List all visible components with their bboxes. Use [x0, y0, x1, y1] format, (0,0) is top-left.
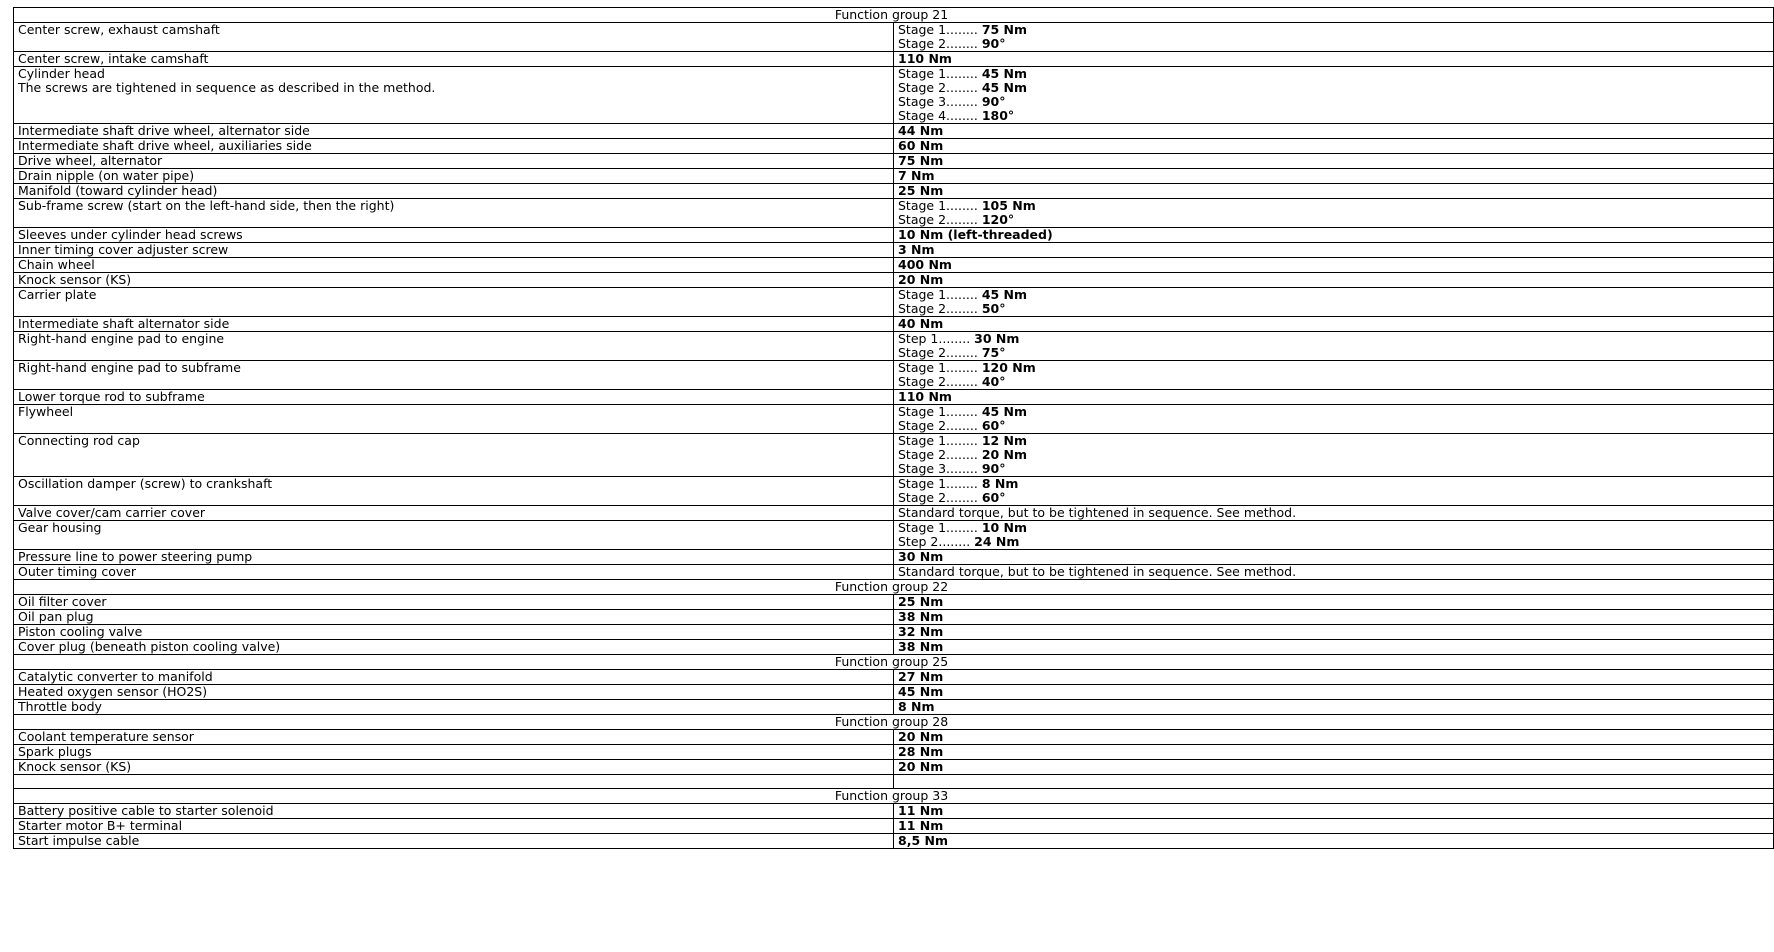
torque-value: 44 Nm	[898, 123, 944, 138]
component-cell	[14, 67, 894, 124]
torque-cell	[894, 730, 1774, 745]
torque-cell	[894, 640, 1774, 655]
component-name: Heated oxygen sensor (HO2S)	[18, 684, 208, 699]
table-row	[14, 550, 1774, 565]
component-cell	[14, 23, 894, 52]
torque-cell	[894, 565, 1774, 580]
torque-step-label: Step 1........	[898, 331, 975, 346]
table-row	[14, 595, 1774, 610]
component-cell	[14, 228, 894, 243]
component-cell	[14, 745, 894, 760]
torque-step	[898, 670, 1769, 684]
torque-step	[898, 625, 1769, 639]
component-name: Throttle body	[18, 699, 102, 714]
torque-step-label: Stage 1........	[898, 66, 982, 81]
torque-step	[898, 95, 1769, 109]
component-cell	[14, 390, 894, 405]
torque-value: 38 Nm	[898, 609, 944, 624]
component-cell	[14, 52, 894, 67]
torque-step	[898, 109, 1769, 123]
function-group-title: Function group 33	[14, 789, 1774, 804]
torque-value: 3 Nm	[898, 242, 935, 257]
torque-value: 40°	[981, 374, 1006, 389]
table-row	[14, 670, 1774, 685]
component-name: Pressure line to power steering pump	[18, 549, 253, 564]
torque-value: 75 Nm	[898, 153, 944, 168]
component-cell	[14, 477, 894, 506]
table-row	[14, 288, 1774, 317]
component-name: Oil filter cover	[18, 594, 107, 609]
component-cell	[14, 332, 894, 361]
torque-cell	[894, 521, 1774, 550]
torque-cell	[894, 819, 1774, 834]
torque-value: 8 Nm	[981, 476, 1019, 491]
torque-cell	[894, 317, 1774, 332]
torque-value: 105 Nm	[981, 198, 1036, 213]
component-cell	[14, 184, 894, 199]
torque-step	[898, 448, 1769, 462]
table-row	[14, 139, 1774, 154]
torque-step	[898, 184, 1769, 198]
component-name: Knock sensor (KS)	[18, 272, 132, 287]
torque-cell	[894, 506, 1774, 521]
torque-value: 30 Nm	[898, 549, 944, 564]
torque-step	[898, 730, 1769, 744]
torque-step	[898, 700, 1769, 714]
torque-value: 45 Nm	[898, 684, 944, 699]
table-row	[14, 730, 1774, 745]
torque-step-label: Stage 3........	[898, 94, 982, 109]
torque-step	[898, 317, 1769, 331]
component-cell	[14, 595, 894, 610]
torque-cell	[894, 273, 1774, 288]
empty-row	[14, 775, 1774, 789]
torque-cell	[894, 775, 1774, 789]
torque-cell	[894, 184, 1774, 199]
torque-cell	[894, 228, 1774, 243]
torque-value: 120 Nm	[981, 360, 1036, 375]
component-cell	[14, 700, 894, 715]
torque-step-label: Stage 1........	[898, 360, 982, 375]
torque-cell	[894, 610, 1774, 625]
torque-step	[898, 610, 1769, 624]
torque-value: 60°	[981, 418, 1006, 433]
torque-step-label: Stage 3........	[898, 461, 982, 476]
table-row	[14, 819, 1774, 834]
torque-step	[898, 81, 1769, 95]
table-row	[14, 273, 1774, 288]
torque-cell	[894, 477, 1774, 506]
torque-value: 400 Nm	[898, 257, 952, 272]
torque-step-label: Stage 1........	[898, 22, 982, 37]
function-group-title: Function group 21	[14, 8, 1774, 23]
torque-value: 25 Nm	[898, 594, 944, 609]
torque-step-label: Stage 2........	[898, 374, 982, 389]
component-cell	[14, 288, 894, 317]
torque-step	[898, 819, 1769, 833]
torque-cell	[894, 124, 1774, 139]
torque-step	[898, 228, 1769, 242]
torque-step	[898, 273, 1769, 287]
component-cell	[14, 243, 894, 258]
component-name: Intermediate shaft alternator side	[18, 316, 230, 331]
torque-step	[898, 243, 1769, 257]
component-name: Center screw, exhaust camshaft	[18, 22, 220, 37]
torque-cell	[894, 670, 1774, 685]
torque-step	[898, 550, 1769, 564]
torque-cell	[894, 67, 1774, 124]
component-cell	[14, 834, 894, 849]
torque-step	[898, 258, 1769, 272]
torque-cell	[894, 169, 1774, 184]
component-name: Chain wheel	[18, 257, 95, 272]
torque-step-label: Stage 2........	[898, 490, 982, 505]
torque-value: 10 Nm	[981, 520, 1028, 535]
component-cell	[14, 434, 894, 477]
torque-spec-table-body	[14, 8, 1774, 849]
torque-step	[898, 169, 1769, 183]
torque-value: 45 Nm	[981, 80, 1028, 95]
torque-step-label: Stage 2........	[898, 418, 982, 433]
torque-value: 90°	[981, 461, 1006, 476]
component-cell	[14, 670, 894, 685]
component-name: Start impulse cable	[18, 833, 140, 848]
component-cell	[14, 361, 894, 390]
torque-step	[898, 288, 1769, 302]
component-cell	[14, 154, 894, 169]
component-name: Sub-frame screw (start on the left-hand side, then the right)	[18, 198, 395, 213]
component-cell	[14, 610, 894, 625]
component-name: Cylinder head	[18, 66, 105, 81]
torque-step	[898, 375, 1769, 389]
torque-value: 12 Nm	[981, 433, 1028, 448]
component-name: Carrier plate	[18, 287, 97, 302]
component-cell	[14, 199, 894, 228]
torque-value: 60°	[981, 490, 1006, 505]
table-row	[14, 700, 1774, 715]
torque-step	[898, 390, 1769, 404]
component-name: Piston cooling valve	[18, 624, 143, 639]
torque-value: 110 Nm	[898, 51, 952, 66]
component-name: Right-hand engine pad to engine	[18, 331, 225, 346]
torque-value: 75°	[981, 345, 1006, 360]
torque-cell	[894, 258, 1774, 273]
table-row	[14, 169, 1774, 184]
torque-value: 45 Nm	[981, 287, 1028, 302]
table-row	[14, 390, 1774, 405]
torque-cell	[894, 405, 1774, 434]
table-row	[14, 52, 1774, 67]
torque-cell	[894, 288, 1774, 317]
component-name: Knock sensor (KS)	[18, 759, 132, 774]
component-name: Cover plug (beneath piston cooling valve)	[18, 639, 281, 654]
torque-value: 8,5 Nm	[898, 833, 948, 848]
torque-value: 50°	[981, 301, 1006, 316]
torque-value: 110 Nm	[898, 389, 952, 404]
torque-step	[898, 462, 1769, 476]
torque-step-label: Stage 1........	[898, 287, 982, 302]
component-name: Right-hand engine pad to subframe	[18, 360, 241, 375]
torque-value: 45 Nm	[981, 66, 1028, 81]
torque-step-label: Stage 1........	[898, 198, 982, 213]
torque-value: 10 Nm (left-threaded)	[898, 227, 1053, 242]
torque-value: 20 Nm	[981, 447, 1028, 462]
component-name: Connecting rod cap	[18, 433, 140, 448]
function-group-title: Function group 22	[14, 580, 1774, 595]
torque-step	[898, 477, 1769, 491]
torque-cell	[894, 52, 1774, 67]
torque-step	[898, 804, 1769, 818]
torque-cell	[894, 550, 1774, 565]
component-name: Starter motor B+ terminal	[18, 818, 183, 833]
component-cell	[14, 730, 894, 745]
torque-value: 30 Nm	[974, 331, 1020, 346]
torque-cell	[894, 23, 1774, 52]
torque-value: 120°	[981, 212, 1015, 227]
table-row	[14, 199, 1774, 228]
component-name: Oscillation damper (screw) to crankshaft	[18, 476, 273, 491]
torque-value: 180°	[981, 108, 1015, 123]
torque-cell	[894, 199, 1774, 228]
component-cell	[14, 760, 894, 775]
torque-value: 8 Nm	[898, 699, 935, 714]
torque-step	[898, 834, 1769, 848]
torque-step	[898, 213, 1769, 227]
torque-value: 75 Nm	[981, 22, 1028, 37]
torque-step-label: Stage 2........	[898, 36, 982, 51]
torque-value: 32 Nm	[898, 624, 944, 639]
torque-step	[898, 139, 1769, 153]
table-row	[14, 184, 1774, 199]
torque-cell	[894, 361, 1774, 390]
torque-value: 20 Nm	[898, 272, 944, 287]
torque-step	[898, 419, 1769, 433]
torque-cell	[894, 434, 1774, 477]
component-name: Lower torque rod to subframe	[18, 389, 205, 404]
table-row	[14, 834, 1774, 849]
torque-step	[898, 405, 1769, 419]
torque-value: 28 Nm	[898, 744, 944, 759]
torque-step	[898, 154, 1769, 168]
torque-step	[898, 685, 1769, 699]
torque-step-label: Stage 2........	[898, 212, 982, 227]
torque-step-label: Stage 2........	[898, 345, 982, 360]
component-cell	[14, 124, 894, 139]
function-group-header-row	[14, 789, 1774, 804]
torque-step	[898, 199, 1769, 213]
torque-cell	[894, 332, 1774, 361]
torque-step	[898, 595, 1769, 609]
torque-value: 40 Nm	[898, 316, 944, 331]
component-name: Catalytic converter to manifold	[18, 669, 213, 684]
function-group-header-row	[14, 8, 1774, 23]
component-cell	[14, 273, 894, 288]
torque-value: 90°	[981, 36, 1006, 51]
torque-step-label: Stage 1........	[898, 404, 982, 419]
table-row	[14, 67, 1774, 124]
torque-note: Standard torque, but to be tightened in sequence. See method.	[898, 564, 1297, 579]
component-name: Center screw, intake camshaft	[18, 51, 209, 66]
torque-step	[898, 346, 1769, 360]
table-row	[14, 243, 1774, 258]
component-name: Inner timing cover adjuster screw	[18, 242, 229, 257]
table-row	[14, 228, 1774, 243]
torque-step	[898, 521, 1769, 535]
table-row	[14, 685, 1774, 700]
torque-spec-table	[13, 7, 1774, 849]
component-name: Intermediate shaft drive wheel, auxiliaries side	[18, 138, 312, 153]
torque-step	[898, 361, 1769, 375]
component-name: Gear housing	[18, 520, 102, 535]
component-cell	[14, 521, 894, 550]
table-row	[14, 625, 1774, 640]
component-cell	[14, 405, 894, 434]
torque-step-label: Stage 1........	[898, 476, 982, 491]
component-cell	[14, 139, 894, 154]
component-cell	[14, 258, 894, 273]
torque-step	[898, 491, 1769, 505]
torque-cell	[894, 625, 1774, 640]
table-row	[14, 640, 1774, 655]
component-name: Spark plugs	[18, 744, 92, 759]
component-cell	[14, 819, 894, 834]
torque-step	[898, 52, 1769, 66]
table-row	[14, 434, 1774, 477]
torque-value: 24 Nm	[974, 534, 1020, 549]
torque-value: 90°	[981, 94, 1006, 109]
torque-value: 11 Nm	[898, 803, 944, 818]
torque-step-label: Stage 1........	[898, 520, 982, 535]
component-name: Manifold (toward cylinder head)	[18, 183, 218, 198]
torque-cell	[894, 760, 1774, 775]
table-row	[14, 124, 1774, 139]
component-cell	[14, 685, 894, 700]
torque-step	[898, 302, 1769, 316]
component-name: Intermediate shaft drive wheel, alternator side	[18, 123, 310, 138]
torque-step-label: Step 2........	[898, 534, 975, 549]
table-row	[14, 317, 1774, 332]
torque-step	[898, 760, 1769, 774]
torque-cell	[894, 685, 1774, 700]
torque-cell	[894, 139, 1774, 154]
torque-step-label: Stage 4........	[898, 108, 982, 123]
torque-step-label: Stage 2........	[898, 301, 982, 316]
function-group-title: Function group 28	[14, 715, 1774, 730]
table-row	[14, 258, 1774, 273]
torque-value: 20 Nm	[898, 729, 944, 744]
torque-cell	[894, 390, 1774, 405]
table-row	[14, 154, 1774, 169]
table-row	[14, 521, 1774, 550]
torque-step	[898, 37, 1769, 51]
torque-value: 11 Nm	[898, 818, 944, 833]
table-row	[14, 477, 1774, 506]
table-row	[14, 23, 1774, 52]
table-row	[14, 804, 1774, 819]
component-cell	[14, 775, 894, 789]
torque-step	[898, 332, 1769, 346]
component-cell	[14, 804, 894, 819]
torque-cell	[894, 700, 1774, 715]
table-row	[14, 610, 1774, 625]
component-note: The screws are tightened in sequence as described in the method.	[18, 80, 436, 95]
component-name: Drain nipple (on water pipe)	[18, 168, 195, 183]
component-name: Outer timing cover	[18, 564, 137, 579]
table-row	[14, 405, 1774, 434]
torque-value: 27 Nm	[898, 669, 944, 684]
torque-cell	[894, 154, 1774, 169]
torque-step-label: Stage 2........	[898, 80, 982, 95]
table-row	[14, 760, 1774, 775]
torque-step	[898, 67, 1769, 81]
torque-value: 38 Nm	[898, 639, 944, 654]
component-cell	[14, 506, 894, 521]
component-cell	[14, 565, 894, 580]
torque-step-label: Stage 1........	[898, 433, 982, 448]
torque-value: 60 Nm	[898, 138, 944, 153]
torque-step	[898, 434, 1769, 448]
function-group-header-row	[14, 715, 1774, 730]
table-row	[14, 361, 1774, 390]
torque-cell	[894, 804, 1774, 819]
torque-step	[898, 640, 1769, 654]
torque-cell	[894, 595, 1774, 610]
torque-step-label: Stage 2........	[898, 447, 982, 462]
component-name: Coolant temperature sensor	[18, 729, 194, 744]
torque-value: 25 Nm	[898, 183, 944, 198]
torque-note: Standard torque, but to be tightened in sequence. See method.	[898, 505, 1297, 520]
component-name: Flywheel	[18, 404, 74, 419]
torque-value: 45 Nm	[981, 404, 1028, 419]
torque-value: 20 Nm	[898, 759, 944, 774]
function-group-header-row	[14, 580, 1774, 595]
torque-step	[898, 124, 1769, 138]
torque-step	[898, 535, 1769, 549]
component-cell	[14, 317, 894, 332]
table-row	[14, 745, 1774, 760]
component-cell	[14, 169, 894, 184]
torque-cell	[894, 243, 1774, 258]
component-cell	[14, 625, 894, 640]
component-name: Sleeves under cylinder head screws	[18, 227, 243, 242]
component-cell	[14, 640, 894, 655]
torque-step	[898, 745, 1769, 759]
component-name: Battery positive cable to starter solenoid	[18, 803, 274, 818]
component-name: Valve cover/cam carrier cover	[18, 505, 206, 520]
torque-value: 7 Nm	[898, 168, 935, 183]
torque-cell	[894, 745, 1774, 760]
function-group-title: Function group 25	[14, 655, 1774, 670]
function-group-header-row	[14, 655, 1774, 670]
torque-step	[898, 23, 1769, 37]
torque-cell	[894, 834, 1774, 849]
table-row	[14, 506, 1774, 521]
table-row	[14, 565, 1774, 580]
table-row	[14, 332, 1774, 361]
component-name: Oil pan plug	[18, 609, 94, 624]
component-cell	[14, 550, 894, 565]
component-name: Drive wheel, alternator	[18, 153, 163, 168]
